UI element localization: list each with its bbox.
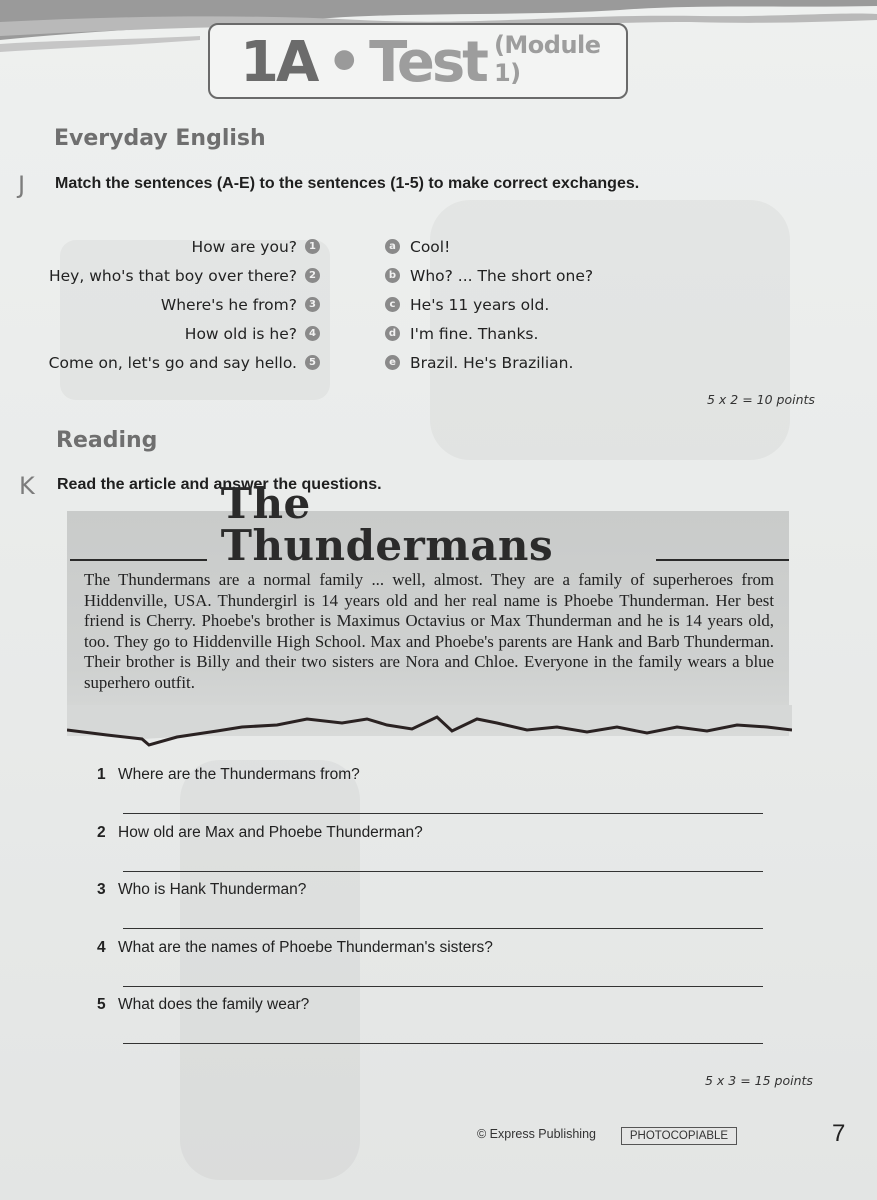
question-item xyxy=(97,881,777,939)
number-badge-icon: 1 xyxy=(305,239,320,254)
page-title-box xyxy=(208,23,628,99)
question-text: How old are Max and Phoebe Thunderman? xyxy=(118,823,423,841)
question-item xyxy=(97,939,777,997)
response-text: Who? ... The short one? xyxy=(410,266,594,285)
letter-badge-icon: d xyxy=(385,326,400,341)
match-left-item xyxy=(40,232,320,261)
match-left-column xyxy=(40,232,320,377)
sentence-text: How old is he? xyxy=(184,324,297,343)
module-label: (Module 1) xyxy=(493,31,601,87)
sentence-text: Come on, let's go and say hello. xyxy=(48,353,297,372)
unit-label: 1A xyxy=(240,30,317,95)
page-number: 7 xyxy=(832,1120,846,1147)
letter-badge-icon: b xyxy=(385,268,400,283)
points-score-k: 5 x 3 = 15 points xyxy=(705,1073,813,1088)
question-number: 1 xyxy=(97,766,106,783)
photocopiable-stamp: PHOTOCOPIABLE xyxy=(621,1127,737,1145)
task-instruction-j: Match the sentences (A-E) to the sentences (1-5) to make correct exchanges. xyxy=(55,175,640,192)
question-text: What does the family wear? xyxy=(118,996,310,1013)
letter-badge-icon: a xyxy=(385,239,400,254)
task-letter-k: K xyxy=(19,472,35,500)
number-badge-icon: 4 xyxy=(305,326,320,341)
question-text: Who is Hank Thunderman? xyxy=(118,881,307,898)
section-heading-reading: Reading xyxy=(56,428,158,453)
match-left-item xyxy=(40,319,320,348)
match-right-item xyxy=(385,232,685,261)
article-body: The Thundermans are a normal family ... well, almost. They are a family of superheroes from Hiddenville, USA. Thundergirl is 14 years old and her real name is Phoebe Thunderman. Her best friend is Cherry. Phoebe's brother is Maximus Octavius or Max Thunderman and he is 14 years old, too. They go to Hiddenville High School. Max and Phoebe's parents are Hank and Barb Thunderman. Their brother is Billy and their two sisters are Nora and Chloe. Everyone in the family wears a blue superhero outfit. xyxy=(84,570,774,692)
task-instruction-k: Read the article and answer the questions. xyxy=(57,476,382,493)
question-number: 4 xyxy=(97,938,106,956)
match-left-item xyxy=(40,290,320,319)
number-badge-icon: 3 xyxy=(305,297,320,312)
title-separator: • xyxy=(326,30,360,95)
question-number: 2 xyxy=(97,823,106,841)
sentence-text: Hey, who's that boy over there? xyxy=(48,266,297,285)
question-item xyxy=(97,996,777,1054)
match-right-item xyxy=(385,290,685,319)
points-score-j: 5 x 2 = 10 points xyxy=(707,392,815,407)
task-letter-j: J xyxy=(18,171,26,199)
match-left-item xyxy=(40,261,320,290)
question-text: What are the names of Phoebe Thunderman's sisters? xyxy=(118,938,493,956)
question-text: Where are the Thundermans from? xyxy=(118,766,360,783)
question-item xyxy=(97,766,777,824)
article-title: The Thundermans xyxy=(220,479,554,570)
title-rule-right xyxy=(656,559,789,561)
section-heading-everyday-english: Everyday English xyxy=(54,126,266,151)
answer-line[interactable] xyxy=(123,928,763,929)
number-badge-icon: 2 xyxy=(305,268,320,283)
match-right-item xyxy=(385,261,685,290)
answer-line[interactable] xyxy=(123,986,763,987)
sentence-text: How are you? xyxy=(191,237,297,256)
answer-line[interactable] xyxy=(123,871,763,872)
question-number: 3 xyxy=(97,881,106,898)
torn-edge-decoration xyxy=(67,705,792,750)
match-right-item xyxy=(385,348,685,377)
answer-line[interactable] xyxy=(123,1043,763,1044)
response-text: Cool! xyxy=(410,237,451,256)
title-rule-left xyxy=(70,559,207,561)
question-item xyxy=(97,824,777,882)
match-right-item xyxy=(385,319,685,348)
letter-badge-icon: e xyxy=(385,355,400,370)
response-text: He's 11 years old. xyxy=(410,295,550,314)
publisher-credit: © Express Publishing xyxy=(477,1127,596,1141)
number-badge-icon: 5 xyxy=(305,355,320,370)
answer-line[interactable] xyxy=(123,813,763,814)
match-left-item xyxy=(40,348,320,377)
response-text: Brazil. He's Brazilian. xyxy=(410,353,574,372)
page-title: Test xyxy=(369,30,486,95)
letter-badge-icon: c xyxy=(385,297,400,312)
question-list xyxy=(97,766,777,1054)
sentence-text: Where's he from? xyxy=(160,295,297,314)
question-number: 5 xyxy=(97,996,106,1013)
match-right-column xyxy=(385,232,685,377)
response-text: I'm fine. Thanks. xyxy=(410,324,539,343)
